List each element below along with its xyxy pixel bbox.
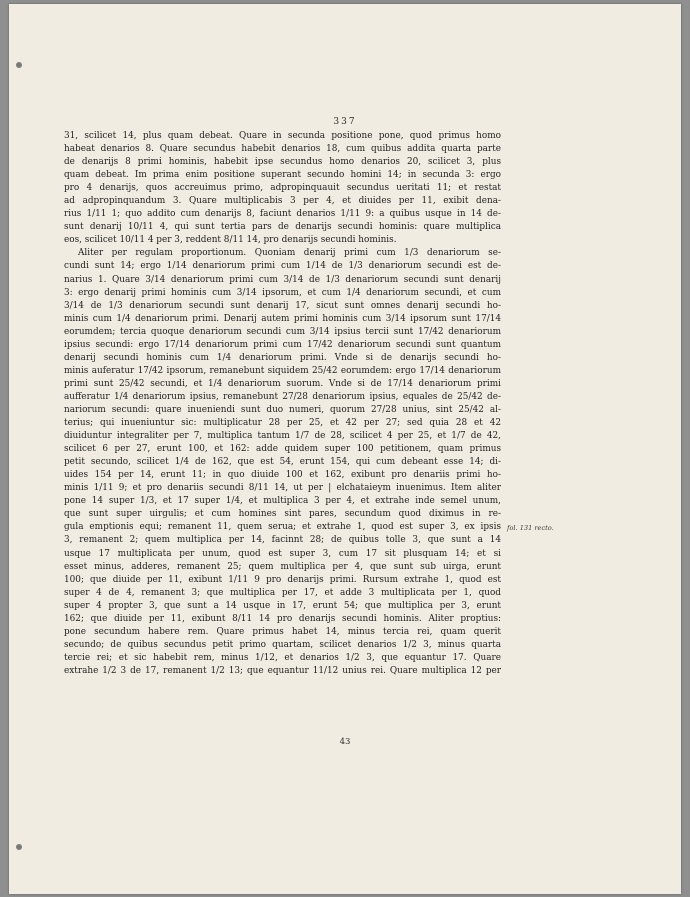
text-line: esset minus, adderes, remanent 25; quem multiplica per 4, que sunt sub uirga, erunt bbox=[64, 561, 501, 572]
text-line: uides 154 per 14, erunt 11; in quo diuide 100 et 162, exibunt pro denariis primi ho- bbox=[64, 470, 501, 481]
text-line: 100; que diuide per 11, exibunt 1/11 9 pro denarijs primi. Rursum extrahe 1, quod est bbox=[64, 574, 501, 585]
text-line: primi sunt 25/42 secundi, et 1/4 denariorum suorum. Vnde si de 17/14 denariorum primi bbox=[64, 378, 501, 389]
text-line: pone 14 super 1/3, et 17 super 1/4, et multiplica 3 per 4, et extrahe inde semel unum, bbox=[64, 496, 501, 507]
binding-hole bbox=[16, 62, 22, 68]
text-line: diuiduntur integraliter per 7, multiplica tantum 1/7 de 28, scilicet 4 per 25, et 1/7 de 42, bbox=[64, 431, 501, 442]
text-line: pone secundum habere rem. Quare primus habet 14, minus tercia rei, quam querit bbox=[64, 626, 501, 637]
text-line: sunt denarij 10/11 4, qui sunt tertia pars de denarijs secundi hominis: quare multiplica bbox=[64, 222, 501, 233]
text-line: que sunt super uirgulis; et cum homines sint pares, secundum quod diximus in re- bbox=[64, 509, 501, 520]
text-line: pro 4 denarijs, quos accreuimus primo, adpropinquauit secundus ueritati 11; et restat bbox=[64, 183, 501, 194]
text-line: super 4 propter 3, que sunt a 14 usque in 17, erunt 54; que multiplica per 3, erunt bbox=[64, 600, 501, 611]
text-line: cundi sunt 14; ergo 1/14 denariorum primi cum 1/14 de 1/3 denariorum secundi est de- bbox=[64, 261, 501, 272]
text-line: denarij secundi hominis cum 1/4 denariorum primi. Vnde si de denarijs secundi ho- bbox=[64, 352, 501, 363]
text-line: eos, scilicet 10/11 4 per 3, reddent 8/11 14, pro denarijs secundi hominis. bbox=[64, 235, 397, 246]
text-line: habeat denarios 8. Quare secundus habebit denarios 18, cum quibus addita quarta parte bbox=[64, 144, 501, 155]
text-line: rius 1/11 1; quo addito cum denarijs 8, faciunt denarios 1/11 9: a quibus usque in 14 de- bbox=[64, 209, 501, 220]
text-line: Aliter per regulam proportionum. Quoniam denarij primi cum 1/3 denariorum se- bbox=[78, 248, 501, 259]
text-line: minis auferatur 17/42 ipsorum, remanebunt siquidem 25/42 eorumdem: ergo 17/14 denariorum bbox=[64, 365, 501, 376]
text-line: 162; que diuide per 11, exibunt 8/11 14 pro denarijs secundi hominis. Aliter proptius: bbox=[64, 613, 501, 624]
text-line: scilicet 6 per 27, erunt 100, et 162: adde quidem super 100 petitionem, quam primus bbox=[64, 444, 501, 455]
text-line: nariorum secundi: quare inueniendi sunt duo numeri, quorum 27/28 unius, sint 25/42 al- bbox=[64, 404, 501, 415]
text-line: narius 1. Quare 3/14 denariorum primi cum 3/14 de 1/3 denariorum secundi sunt denarij bbox=[64, 274, 501, 285]
text-line: eorumdem; tercia quoque denariorum secundi cum 3/14 ipsius tercii sunt 17/42 denariorum bbox=[64, 326, 501, 337]
text-line: 3/14 de 1/3 denariorum secundi sunt denarij 17, sicut sunt omnes denarij secundi ho- bbox=[64, 300, 501, 311]
text-line: quam debeat. Im prima enim positione superant secundo homini 14; in secunda 3: ergo bbox=[64, 170, 501, 181]
page-number: 337 bbox=[333, 117, 357, 127]
text-line: de denarijs 8 primi hominis, habebit ipse secundus homo denarios 20, scilicet 3, plus bbox=[64, 157, 501, 168]
text-line: usque 17 multiplicata per unum, quod est super 3, cum 17 sit plusquam 14; et si bbox=[64, 548, 501, 559]
manuscript-page bbox=[9, 4, 681, 894]
text-line: terius; qui inueniuntur sic: multiplicatur 28 per 25, et 42 per 27; sed quia 28 et 42 bbox=[64, 418, 501, 429]
binding-hole bbox=[16, 844, 22, 850]
margin-note: fol. 131 recto. bbox=[507, 524, 554, 532]
text-line: gula emptionis equi; remanent 11, quem serua; et extrahe 1, quod est super 3, ex ipsis bbox=[64, 522, 501, 533]
text-line: extrahe 1/2 3 de 17, remanent 1/2 13; que equantur 11/12 unius rei. Quare multiplica 12 per bbox=[64, 665, 501, 676]
text-line: tercie rei; et sic habebit rem, minus 1/12, et denarios 1/2 3, que equantur 17. Quare bbox=[64, 652, 501, 663]
text-line: secundo; de quibus secundus petit primo quartam, scilicet denarios 1/2 3, minus quarta bbox=[64, 639, 501, 650]
body-text bbox=[64, 130, 501, 678]
text-line: minis cum 1/4 denariorum primi. Denarij autem primi hominis cum 3/14 ipsorum sunt 17/14 bbox=[64, 313, 501, 324]
signature-mark: 43 bbox=[339, 737, 351, 747]
text-line: 3: ergo denarij primi hominis cum 3/14 ipsorum, et cum 1/4 denariorum secundi, et cum bbox=[64, 287, 501, 298]
text-line: ipsius secundi: ergo 17/14 denariorum primi cum 17/42 denariorum secundi sunt quantum bbox=[64, 339, 501, 350]
text-line: ad adpropinquandum 3. Quare multiplicabis 3 per 4, et diuides per 11, exibit dena- bbox=[64, 196, 501, 207]
text-line: 31, scilicet 14, plus quam debeat. Quare in secunda positione pone, quod primus homo bbox=[64, 131, 501, 141]
text-line: 3, remanent 2; quem multiplica per 14, facinnt 28; de quibus tolle 3, que sunt a 14 bbox=[64, 535, 501, 546]
text-line: minis 1/11 9; et pro denariis secundi 8/11 14, ut per | elchataieym inuenimus. Item aliter bbox=[64, 483, 501, 494]
text-line: super 4 de 4, remanent 3; que multiplica per 17, et adde 3 multiplicata per 1, quod bbox=[64, 587, 501, 598]
text-line: petit secundo, scilicet 1/4 de 162, que est 54, erunt 154, qui cum debeant esse 14; di- bbox=[64, 457, 501, 468]
text-line: aufferatur 1/4 denariorum ipsius, remanebunt 27/28 denariorum ipsius, equales de 25/42 de- bbox=[64, 391, 501, 402]
